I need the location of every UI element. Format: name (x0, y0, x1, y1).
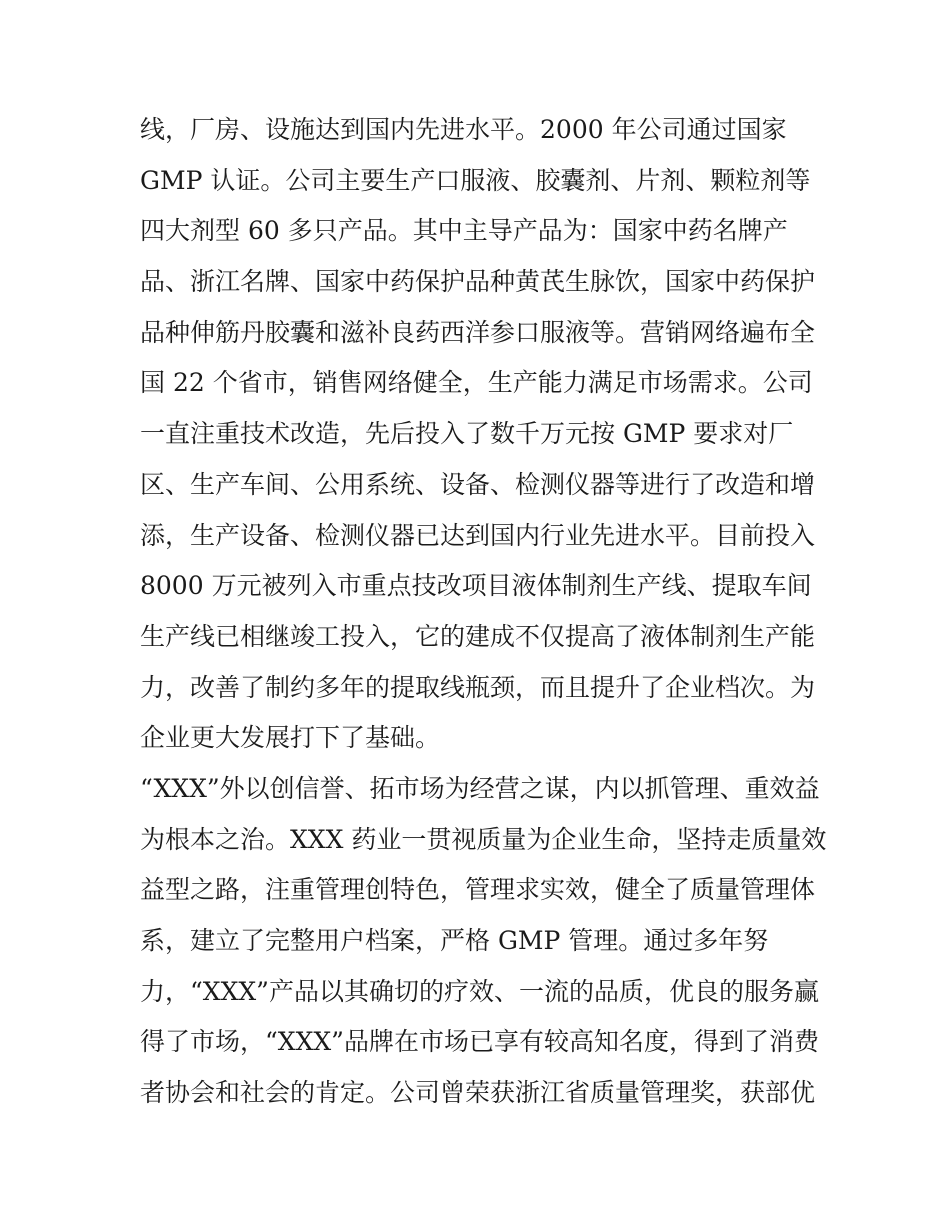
text-line: 8000 万元被列入市重点技改项目液体制剂生产线、提取车间 (140, 571, 812, 601)
text-line: 系，建立了完整用户档案，严格 GMP 管理。通过多年努 (140, 926, 769, 955)
text-line: 四大剂型 60 多只产品。其中主导产品为：国家中药名牌产 (140, 216, 788, 246)
text-line: 益型之路，注重管理创特色，管理求实效，健全了质量管理体 (140, 875, 816, 905)
text-line: 线，厂房、设施达到国内先进水平。2000 年公司通过国家 (140, 115, 787, 144)
text-line: 力，“XXX”产品以其确切的疗效、一流的品质，优良的服务赢 (140, 976, 819, 1006)
text-line: 得了市场，“XXX”品牌在市场已享有较高知名度，得到了消费 (140, 1027, 819, 1057)
text-line: 生产线已相继竣工投入，它的建成不仅提高了液体制剂生产能 (140, 621, 816, 651)
text-line: “XXX”外以创信誉、拓市场为经营之谋，内以抓管理、重效益 (140, 773, 820, 803)
text-line: 力，改善了制约多年的提取线瓶颈，而且提升了企业档次。为 (140, 672, 816, 702)
text-line: 品种伸筋丹胶囊和滋补良药西洋参口服液等。营销网络遍布全 (140, 317, 816, 347)
text-line: GMP 认证。公司主要生产口服液、胶囊剂、片剂、颗粒剂等 (140, 165, 811, 195)
body-text (140, 108, 827, 1122)
text-line: 区、生产车间、公用系统、设备、检测仪器等进行了改造和增 (140, 469, 816, 499)
text-line: 国 22 个省市，销售网络健全，生产能力满足市场需求。公司 (140, 368, 813, 398)
text-line: 品、浙江名牌、国家中药保护品种黄芪生脉饮，国家中药保护 (140, 267, 816, 297)
text-line: 一直注重技术改造，先后投入了数千万元按 GMP 要求对厂 (140, 419, 794, 449)
text-line: 为根本之治。XXX 药业一贯视质量为企业生命，坚持走质量效 (140, 824, 827, 854)
text-line: 企业更大发展打下了基础。 (140, 723, 441, 753)
text-line: 者协会和社会的肯定。公司曾荣获浙江省质量管理奖，获部优 (140, 1078, 816, 1108)
text-line: 添，生产设备、检测仪器已达到国内行业先进水平。目前投入 (140, 520, 816, 550)
